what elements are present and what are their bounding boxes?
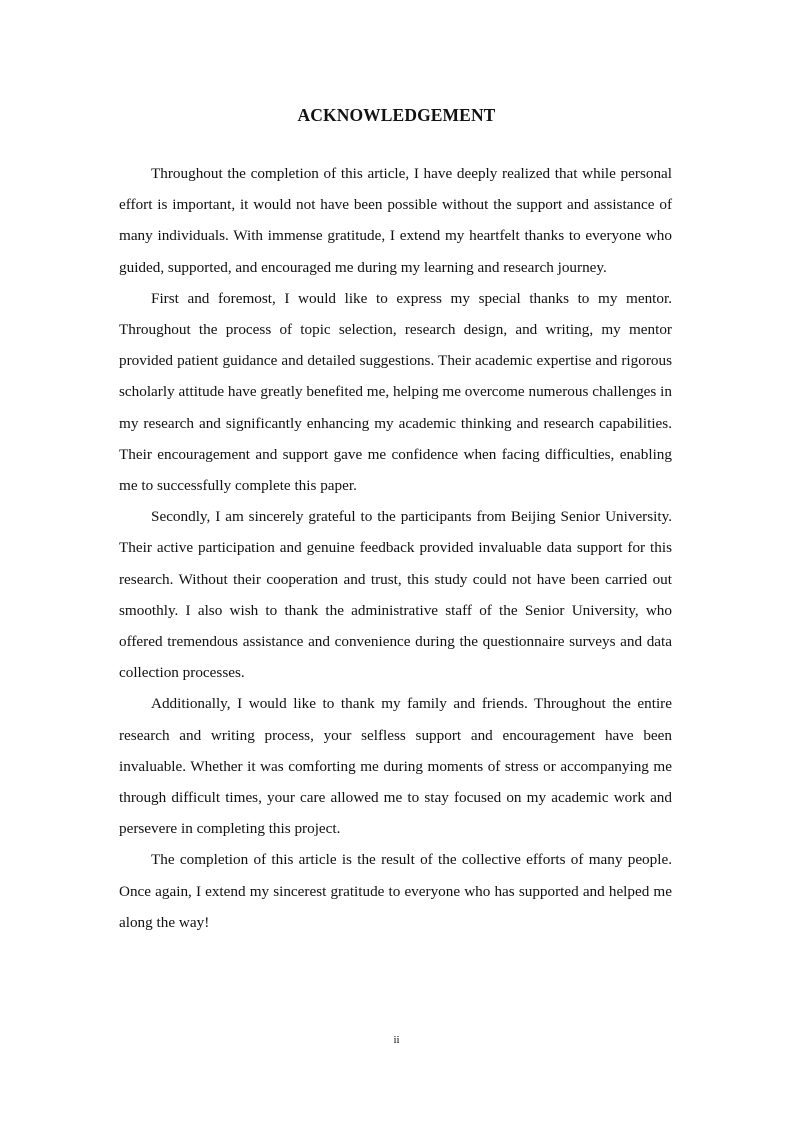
paragraph-5: The completion of this article is the result of the collective efforts of many people. Once again, I extend my sincerest gratitude to everyone who has supported and helped me along the way! (119, 851, 672, 931)
paragraph-1: Throughout the completion of this article, I have deeply realized that while personal effort is important, it would not have been possible without the support and assistance of many individuals. With immense gratitude, I extend my heartfelt thanks to everyone who guided, supported, and encouraged me during my learning and research journey. (119, 165, 672, 276)
paragraph-3: Secondly, I am sincerely grateful to the participants from Beijing Senior University. Their active participation and genuine feedback provided invaluable data support for this research. Without their cooperation and trust, this study could not have been carried out smoothly. I also wish to thank the administrative staff of the Senior University, who offered tremendous assistance and convenience during the questionnaire surveys and data collection processes. (119, 508, 672, 682)
page-number: ii (393, 1034, 400, 1046)
paragraph-4: Additionally, I would like to thank my family and friends. Throughout the entire research and writing process, your selfless support and encouragement have been invaluable. Whether it was comforting me during moments of stress or accompanying me through difficult times, your care allowed me to stay focused on my academic work and persevere in completing this project. (119, 695, 672, 838)
body-text (119, 158, 672, 938)
paragraph-2: First and foremost, I would like to express my special thanks to my mentor. Throughout the process of topic selection, research design, and writing, my mentor provided patient guidance and detailed suggestions. Their academic expertise and rigorous scholarly attitude have greatly benefited me, helping me overcome numerous challenges in my research and significantly enhancing my academic thinking and research capabilities. Their encouragement and support gave me confidence when facing difficulties, enabling me to successfully complete this paper. (119, 289, 672, 495)
page-title: ACKNOWLEDGEMENT (297, 105, 496, 125)
